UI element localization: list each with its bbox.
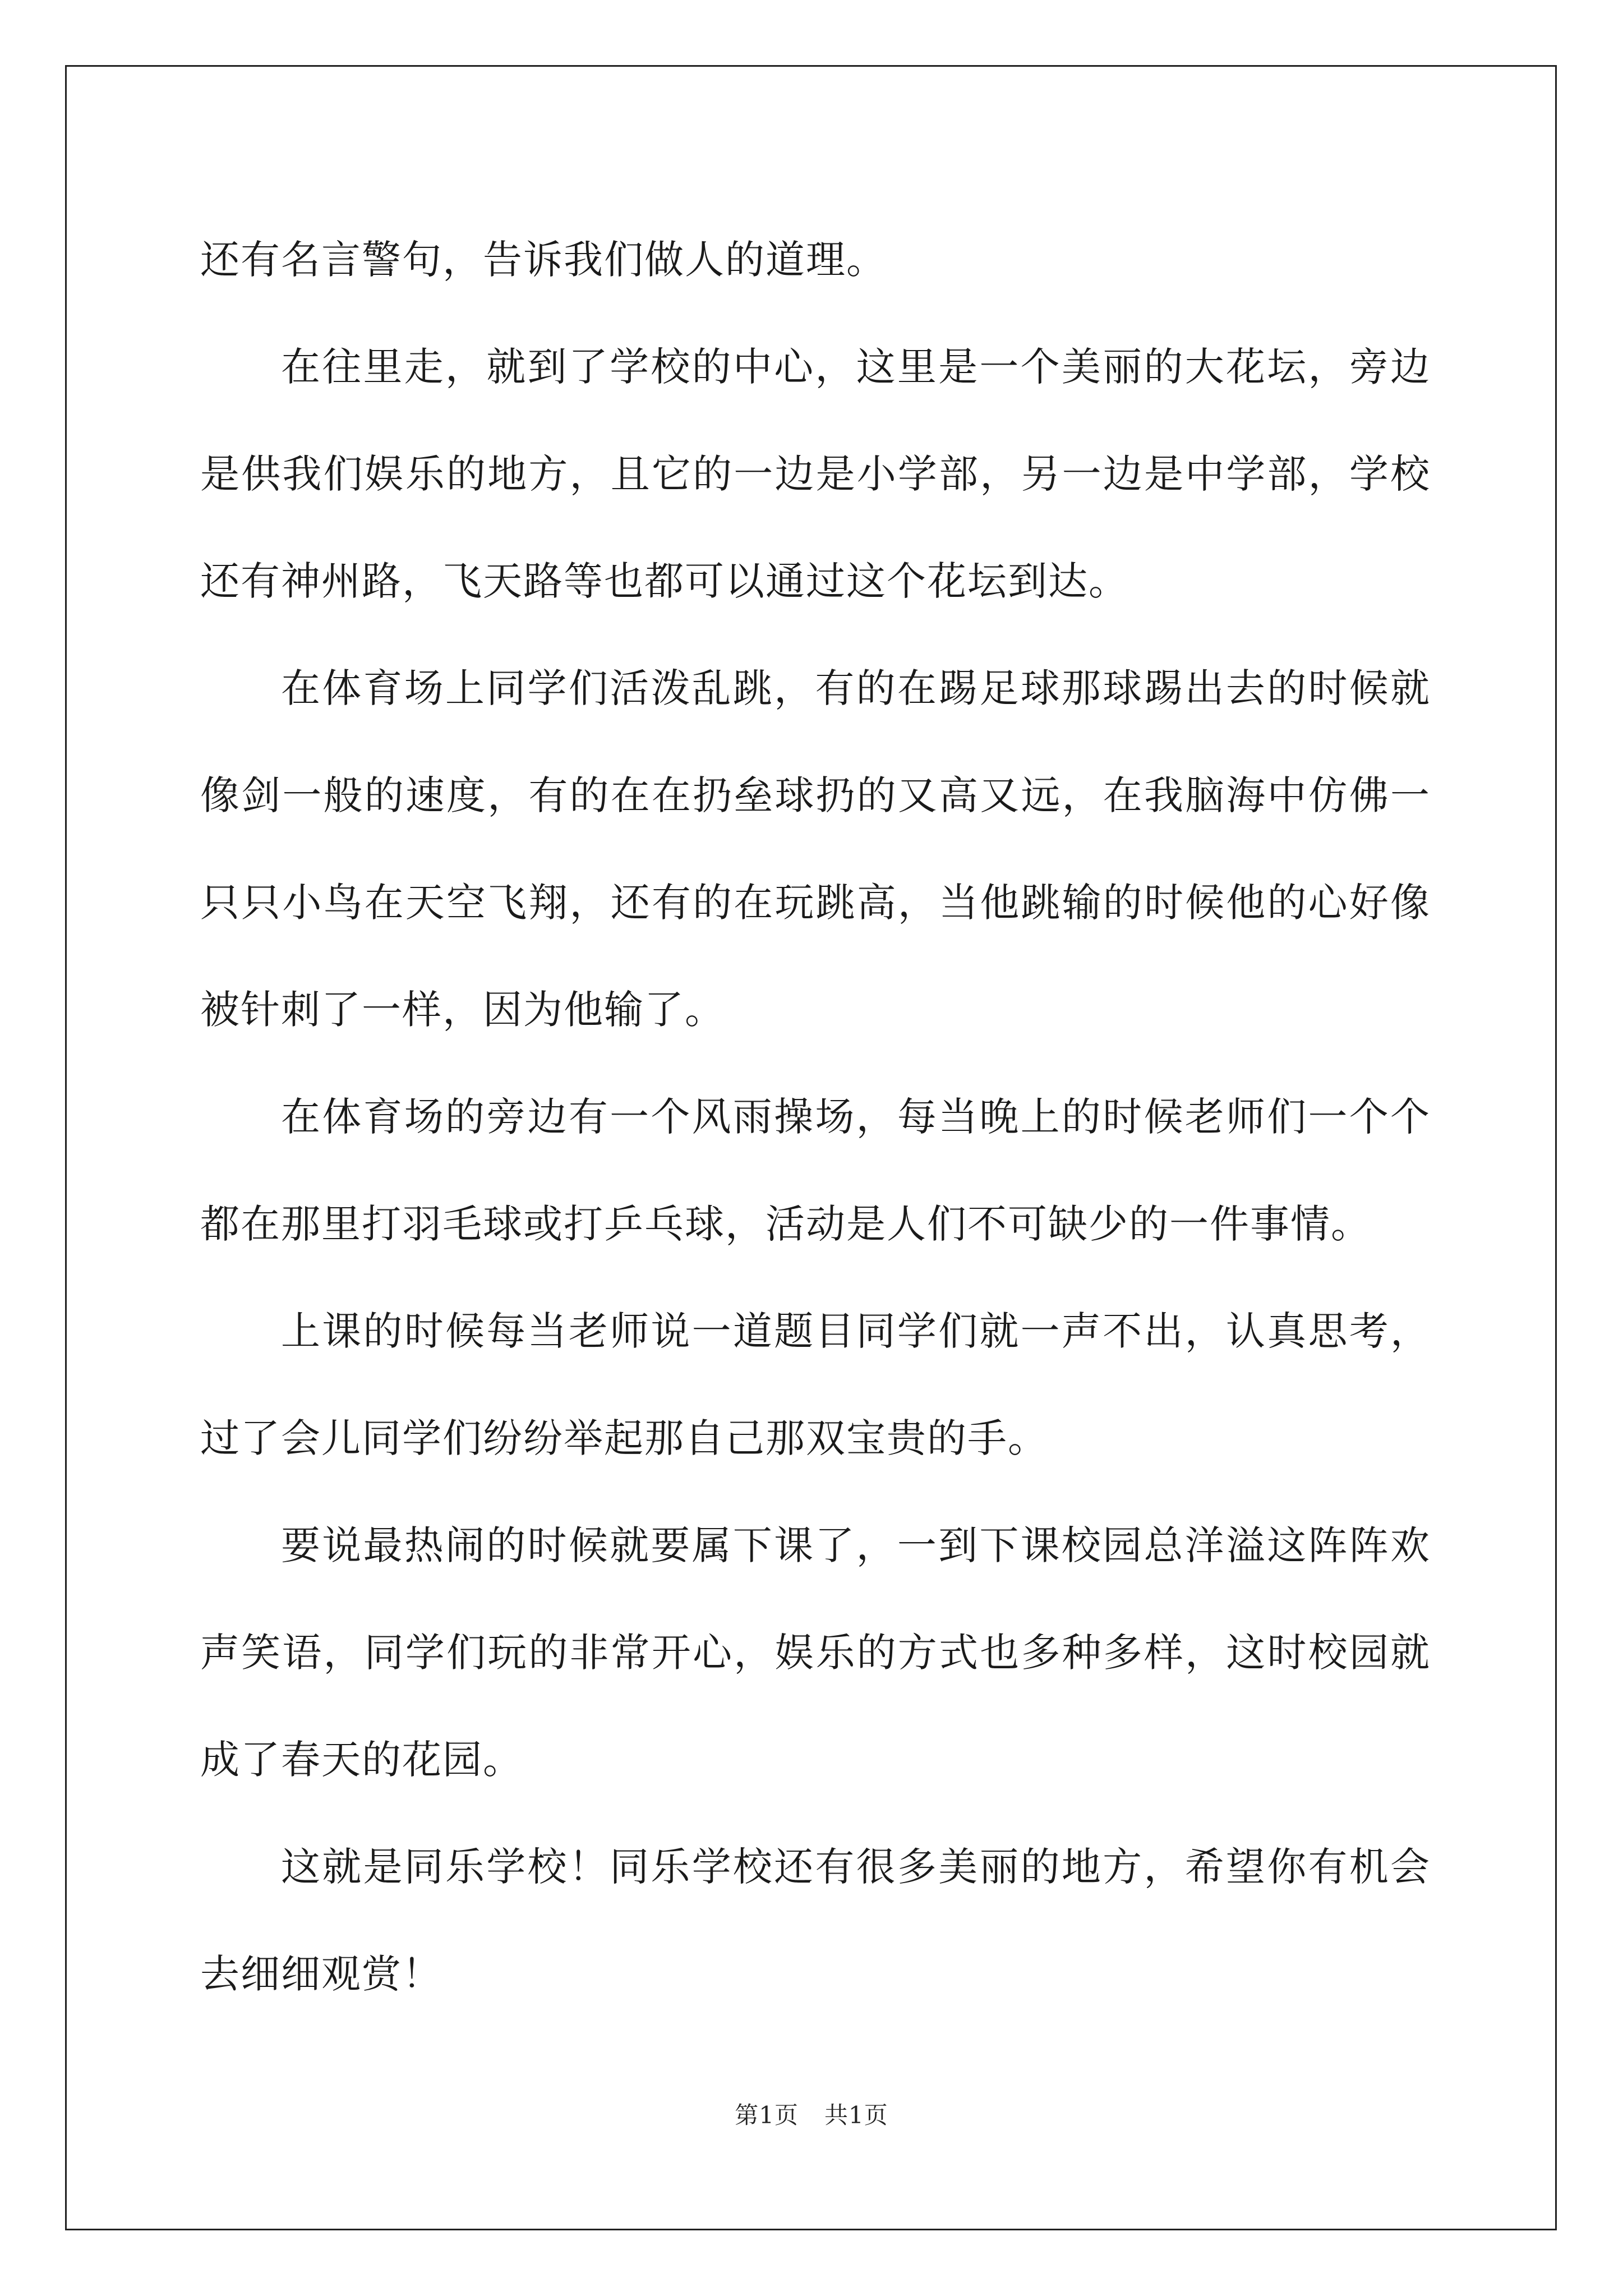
page-number: 第1页 (735, 2101, 799, 2129)
paragraph-2: 在往里走，就到了学校的中心，这里是一个美丽的大花坛，旁边是供我们娱乐的地方，且它的一边是小学部，另一边是中学部，学校还有神州路，飞天路等也都可以通过这个花坛到达。 (200, 344, 1431, 604)
paragraph-7: 这就是同乐学校！同乐学校还有很多美丽的地方，希望你有机会去细细观赏！ (200, 1844, 1431, 1997)
paragraph-3: 在体育场上同学们活泼乱跳，有的在踢足球那球踢出去的时候就像剑一般的速度，有的在在扔垒球扔的又高又远，在我脑海中仿佛一只只小鸟在天空飞翔，还有的在玩跳高，当他跳输的时候他的心好像被针刺了一样，因为他输了。 (200, 665, 1431, 1033)
document-body (200, 206, 1431, 2028)
page-footer (0, 2097, 1623, 2131)
paragraph-1: 还有名言警句，告诉我们做人的道理。 (200, 237, 887, 283)
paragraph-6: 要说最热闹的时候就要属下课了，一到下课校园总洋溢这阵阵欢声笑语，同学们玩的非常开心，娱乐的方式也多种多样，这时校园就成了春天的花园。 (200, 1522, 1431, 1783)
paragraph-4: 在体育场的旁边有一个风雨操场，每当晚上的时候老师们一个个都在那里打羽毛球或打乒乓球，活动是人们不可缺少的一件事情。 (200, 1094, 1431, 1247)
page-total: 共1页 (824, 2101, 888, 2129)
paragraph-5: 上课的时候每当老师说一道题目同学们就一声不出，认真思考，过了会儿同学们纷纷举起那自己那双宝贵的手。 (200, 1308, 1431, 1461)
